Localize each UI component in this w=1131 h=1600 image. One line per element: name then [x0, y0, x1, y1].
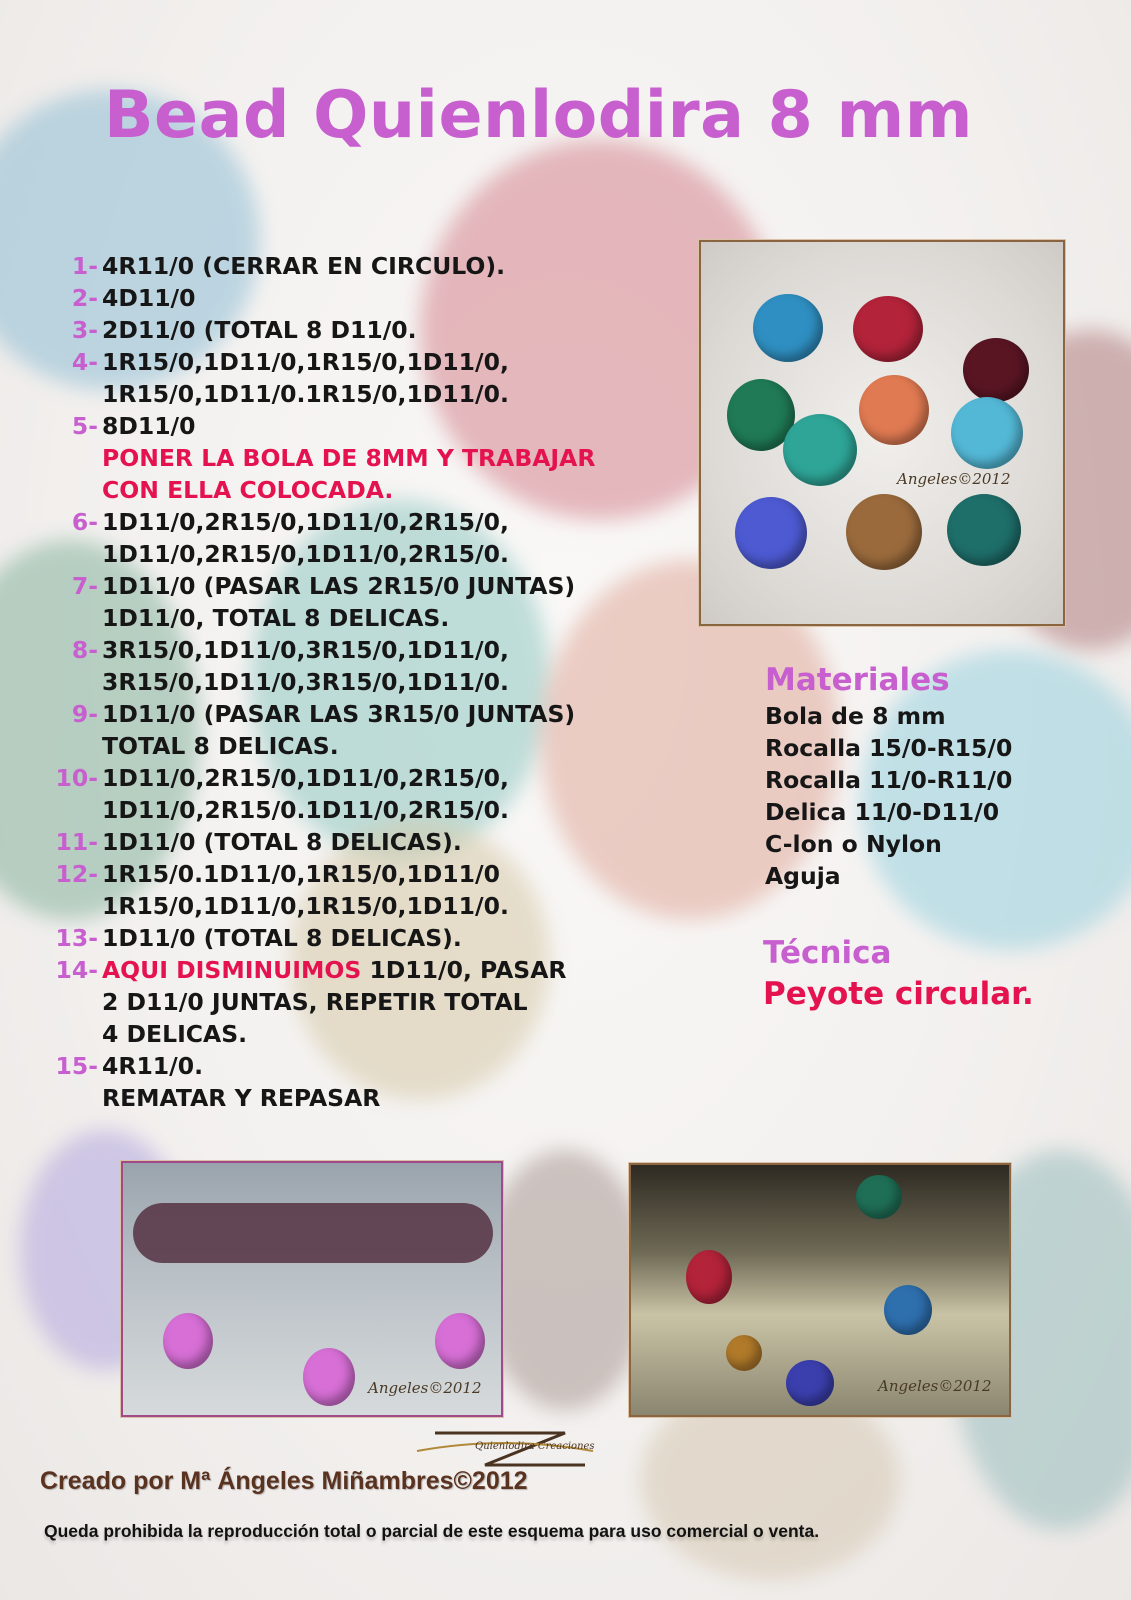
step-number: 12-	[55, 860, 98, 888]
step-number: 9-	[71, 700, 98, 728]
logo-text: Quienlodira Creaciones	[475, 1441, 595, 1452]
materials-item: Rocalla 15/0-R15/0	[765, 734, 1013, 762]
step-item	[40, 858, 680, 922]
step-number: 14-	[55, 956, 98, 984]
step-item	[40, 826, 680, 858]
step-item	[40, 506, 680, 570]
step-number: 7-	[71, 572, 98, 600]
materials-list	[765, 700, 1012, 892]
step-item	[40, 698, 680, 762]
step-item	[40, 922, 680, 954]
materials-item: Aguja	[765, 862, 841, 890]
materials-item: Rocalla 11/0-R11/0	[765, 766, 1013, 794]
step-item	[40, 410, 680, 506]
step-number: 5-	[71, 412, 98, 440]
step-number: 1-	[71, 252, 98, 280]
step-line: 2 D11/0 JUNTAS, REPETIR TOTAL	[102, 988, 528, 1016]
step-number: 15-	[55, 1052, 98, 1080]
step-line: 1D11/0,2R15/0.1D11/0,2R15/0.	[102, 796, 509, 824]
step-text-segment: 1D11/0, PASAR	[369, 956, 567, 984]
step-line: 1R15/0.1D11/0,1R15/0,1D11/0	[102, 860, 500, 888]
step-number: 4-	[71, 348, 98, 376]
steps-list	[40, 250, 680, 1114]
materials-item: C-lon o Nylon	[765, 830, 942, 858]
step-number: 2-	[71, 284, 98, 312]
copyright-notice: Queda prohibida la reproducción total o parcial de este esquema para uso comercial o venta.	[44, 1521, 820, 1541]
author-credit: Creado por Mª Ángeles Miñambres©2012	[40, 1467, 528, 1495]
step-line: 1D11/0 (PASAR LAS 3R15/0 JUNTAS)	[102, 700, 576, 728]
step-line: 1R15/0,1D11/0.1R15/0,1D11/0.	[102, 380, 509, 408]
materials-heading: Materiales	[765, 662, 950, 698]
step-line: CON ELLA COLOCADA.	[102, 476, 394, 504]
step-number: 13-	[55, 924, 98, 952]
step-line: 2D11/0 (TOTAL 8 D11/0.	[102, 316, 417, 344]
step-item	[40, 314, 680, 346]
bracelet-photo-right	[629, 1163, 1011, 1417]
step-line: 1D11/0 (PASAR LAS 2R15/0 JUNTAS)	[102, 572, 576, 600]
page-title: Bead Quienlodira 8 mm	[104, 78, 973, 153]
step-item	[40, 954, 680, 1050]
step-number: 10-	[55, 764, 98, 792]
step-line: 1D11/0 (TOTAL 8 DELICAS).	[102, 828, 462, 856]
step-item	[40, 570, 680, 634]
step-line: 1R15/0,1D11/0,1R15/0,1D11/0,	[102, 348, 509, 376]
technique-value: Peyote circular.	[763, 976, 1034, 1012]
bracelet-photo-left	[121, 1161, 503, 1417]
photo-signature: Angeles©2012	[368, 1379, 482, 1397]
step-item	[40, 634, 680, 698]
step-line: 4R11/0.	[102, 1052, 204, 1080]
step-line: 8D11/0	[102, 412, 196, 440]
step-number: 3-	[71, 316, 98, 344]
beads-photo	[699, 240, 1065, 626]
step-number: 8-	[71, 636, 98, 664]
step-line: 1D11/0,2R15/0,1D11/0,2R15/0,	[102, 508, 509, 536]
step-line: 1D11/0,2R15/0,1D11/0,2R15/0,	[102, 764, 509, 792]
step-line: 3R15/0,1D11/0,3R15/0,1D11/0.	[102, 668, 509, 696]
brand-logo	[415, 1425, 595, 1473]
step-text-segment: AQUI DISMINUIMOS	[102, 956, 370, 984]
step-line: 4R11/0 (CERRAR EN CIRCULO).	[102, 252, 506, 280]
step-item	[40, 762, 680, 826]
step-line: 3R15/0,1D11/0,3R15/0,1D11/0,	[102, 636, 509, 664]
step-line: REMATAR Y REPASAR	[102, 1084, 381, 1112]
step-number: 6-	[71, 508, 98, 536]
step-line: PONER LA BOLA DE 8MM Y TRABAJAR	[102, 444, 596, 472]
step-item	[40, 282, 680, 314]
step-line: 4 DELICAS.	[102, 1020, 248, 1048]
materials-item: Delica 11/0-D11/0	[765, 798, 1000, 826]
photo-signature: Angeles©2012	[897, 470, 1011, 488]
step-item	[40, 346, 680, 410]
photo-signature: Angeles©2012	[878, 1377, 992, 1395]
step-line: 1D11/0 (TOTAL 8 DELICAS).	[102, 924, 462, 952]
technique-heading: Técnica	[763, 935, 892, 971]
step-line: 4D11/0	[102, 284, 196, 312]
step-line: 1D11/0,2R15/0,1D11/0,2R15/0.	[102, 540, 509, 568]
step-number: 11-	[55, 828, 98, 856]
step-line: TOTAL 8 DELICAS.	[102, 732, 339, 760]
materials-item: Bola de 8 mm	[765, 702, 946, 730]
step-line	[102, 954, 680, 986]
step-line: 1D11/0, TOTAL 8 DELICAS.	[102, 604, 450, 632]
step-item	[40, 250, 680, 282]
step-line: 1R15/0,1D11/0,1R15/0,1D11/0.	[102, 892, 509, 920]
step-item	[40, 1050, 680, 1114]
